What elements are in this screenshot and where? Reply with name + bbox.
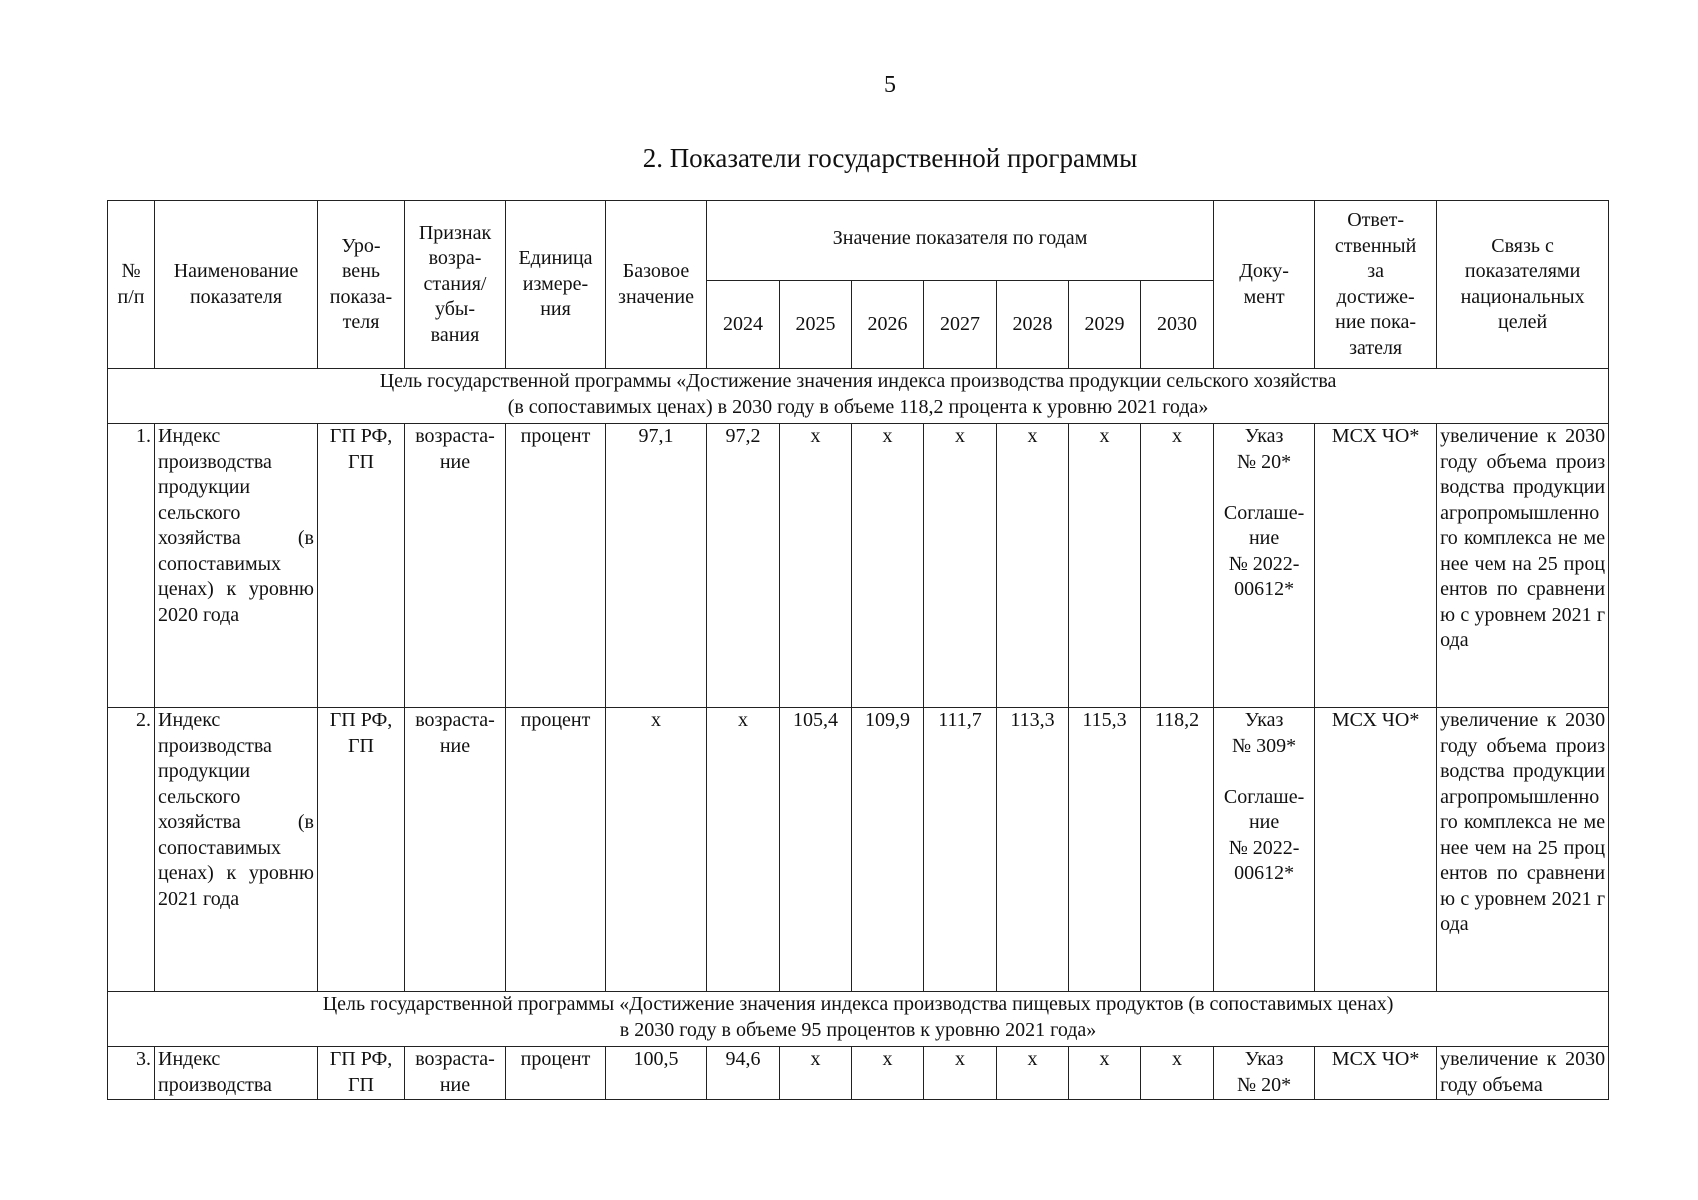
row-name: Индекс производства продукции сельского хозяйства (в сопоставимых ценах) к уровню 2021 года [155,708,318,992]
row-value-2028: х [997,424,1069,708]
row-unit: процент [506,424,606,708]
goal-row [108,992,1609,1047]
row-value-2028: 113,3 [997,708,1069,992]
row-national-goal: увеличение к 2030 году объема производства продукции агропромышленного комплекса не менее чем на 25 процентов по сравнению с уровнем 2021 года [1437,708,1609,992]
header-base: Базовое значение [606,201,707,369]
row-base: 97,1 [606,424,707,708]
header-level: Уро- вень показа- теля [318,201,405,369]
row-value-2026: х [852,1047,924,1100]
row-value-2030: х [1141,1047,1214,1100]
row-value-2026: х [852,424,924,708]
row-trend: возраста- ние [405,1047,506,1100]
goal-text: Цель государственной программы «Достижение значения индекса производства продукции сельского хозяйства (в сопоставимых ценах) в 2030 году в объеме 118,2 процента к уровню 2021 года» [108,369,1609,424]
header-year: 2029 [1069,281,1141,369]
header-name: Наименование показателя [155,201,318,369]
row-num: 1. [108,424,155,708]
header-year: 2026 [852,281,924,369]
row-national-goal: увеличение к 2030 году объема [1437,1047,1609,1100]
row-level: ГП РФ, ГП [318,424,405,708]
row-base: х [606,708,707,992]
header-row-top [108,201,1609,281]
row-value-2024: х [707,708,780,992]
page-number: 5 [884,72,896,98]
row-value-2025: х [780,1047,852,1100]
row-value-2027: 111,7 [924,708,997,992]
row-document: Указ № 20* [1214,1047,1315,1100]
row-level: ГП РФ, ГП [318,1047,405,1100]
table-row [108,424,1609,708]
row-document: Указ № 309* Соглаше- ние № 2022- 00612* [1214,708,1315,992]
row-value-2025: х [780,424,852,708]
table-row [108,1047,1609,1100]
header-trend: Признак возра- стания/ убы- вания [405,201,506,369]
row-national-goal: увеличение к 2030 году объема производства продукции агропромышленного комплекса не менее чем на 25 процентов по сравнению с уровнем 2021 года [1437,424,1609,708]
row-value-2029: х [1069,1047,1141,1100]
goal-text: Цель государственной программы «Достижение значения индекса производства пищевых продуктов (в сопоставимых ценах) в 2030 году в объеме 95 процентов к уровню 2021 года» [108,992,1609,1047]
row-responsible: МСХ ЧО* [1315,1047,1437,1100]
header-year: 2024 [707,281,780,369]
row-name: Индекс производства продукции сельского хозяйства (в сопоставимых ценах) к уровню 2020 года [155,424,318,708]
row-unit: процент [506,1047,606,1100]
row-trend: возраста- ние [405,424,506,708]
row-value-2029: 115,3 [1069,708,1141,992]
row-value-2027: х [924,424,997,708]
header-year: 2030 [1141,281,1214,369]
row-num: 2. [108,708,155,992]
row-unit: процент [506,708,606,992]
row-value-2030: 118,2 [1141,708,1214,992]
row-value-2024: 97,2 [707,424,780,708]
row-value-2029: х [1069,424,1141,708]
indicators-table [107,200,1609,1100]
row-responsible: МСХ ЧО* [1315,708,1437,992]
section-title: 2. Показатели государственной программы [642,143,1138,173]
header-year: 2028 [997,281,1069,369]
row-base: 100,5 [606,1047,707,1100]
row-trend: возраста- ние [405,708,506,992]
row-document: Указ № 20* Соглаше- ние № 2022- 00612* [1214,424,1315,708]
header-unit: Единица измере- ния [506,201,606,369]
header-responsible: Ответ- ственный за достиже- ние пока- зателя [1315,201,1437,369]
row-value-2027: х [924,1047,997,1100]
header-year: 2025 [780,281,852,369]
header-year: 2027 [924,281,997,369]
header-document: Доку- мент [1214,201,1315,369]
row-num: 3. [108,1047,155,1100]
row-value-2024: 94,6 [707,1047,780,1100]
header-national-goals: Связь с показателями национальных целей [1437,201,1609,369]
table-row [108,708,1609,992]
goal-row [108,369,1609,424]
header-num: № п/п [108,201,155,369]
row-value-2025: 105,4 [780,708,852,992]
row-value-2026: 109,9 [852,708,924,992]
row-responsible: МСХ ЧО* [1315,424,1437,708]
header-values-by-year: Значение показателя по годам [707,201,1214,281]
row-level: ГП РФ, ГП [318,708,405,992]
row-value-2028: х [997,1047,1069,1100]
row-value-2030: х [1141,424,1214,708]
row-name: Индекс производства [155,1047,318,1100]
